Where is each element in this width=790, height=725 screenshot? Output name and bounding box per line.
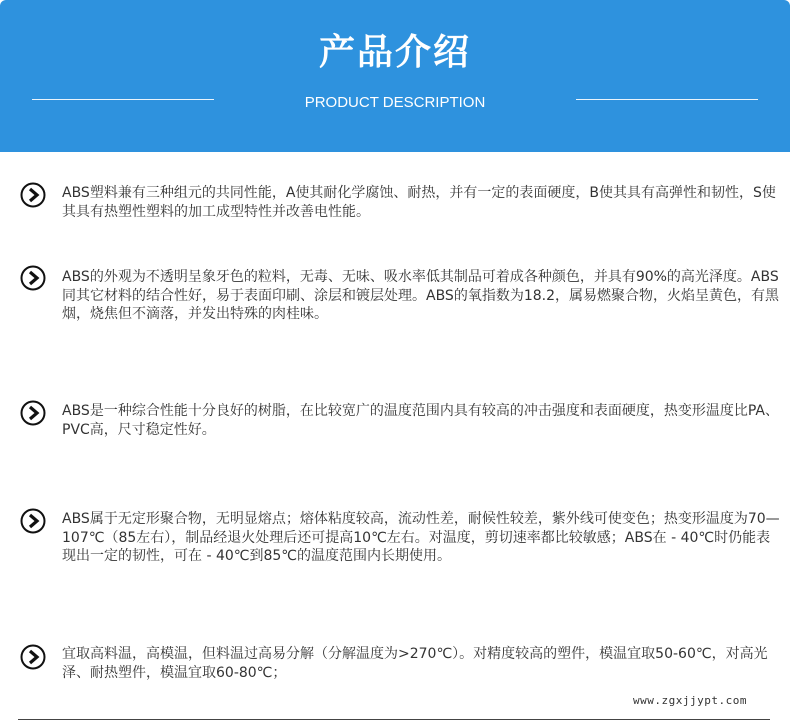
item-text: ABS属于无定形聚合物，无明显熔点；熔体粘度较高，流动性差，耐候性较差，紫外线可使变色；热变形温度为70—107℃（85左右），制品经退火处理后还可提高10℃左右。对温度，剪切速率都比较敏感；ABS在 - 40℃时仍能表现出一定的韧性，可在 - 40℃到85℃的温度范围内长期使用。	[62, 511, 780, 564]
header-banner	[0, 0, 790, 152]
chevron-right-circle-icon	[20, 508, 46, 534]
item-text: ABS塑料兼有三种组元的共同性能，A使其耐化学腐蚀、耐热，并有一定的表面硬度，B使其具有高弹性和韧性，S使其具有热塑性塑料的加工成型特性并改善电性能。	[62, 185, 776, 220]
title-divider-right	[576, 99, 758, 100]
bottom-divider	[18, 719, 770, 720]
chevron-right-circle-icon	[20, 644, 46, 670]
chevron-right-circle-icon	[20, 182, 46, 208]
item-text: 宜取高料温，高模温，但料温过高易分解（分解温度为>270℃）。对精度较高的塑件，模温宜取50-60℃，对高光泽、耐热塑件，模温宜取60-80℃；	[62, 646, 768, 681]
page-title: 产品介绍	[318, 32, 471, 73]
chevron-right-circle-icon	[20, 265, 46, 291]
page-subtitle: PRODUCT DESCRIPTION	[304, 94, 486, 111]
watermark-url: www.zgxjjypt.com	[633, 694, 747, 707]
item-text: ABS是一种综合性能十分良好的树脂，在比较宽广的温度范围内具有较高的冲击强度和表面硬度，热变形温度比PA、PVC高，尺寸稳定性好。	[62, 403, 779, 438]
chevron-right-circle-icon	[20, 400, 46, 426]
item-text: ABS的外观为不透明呈象牙色的粒料，无毒、无味、吸水率低其制品可着成各种颜色，并具有90%的高光泽度。ABS同其它材料的结合性好，易于表面印刷、涂层和镀层处理。ABS的氧指数为18.2，属易燃聚合物，火焰呈黄色，有黑烟，烧焦但不滴落，并发出特殊的肉桂味。	[62, 269, 779, 322]
